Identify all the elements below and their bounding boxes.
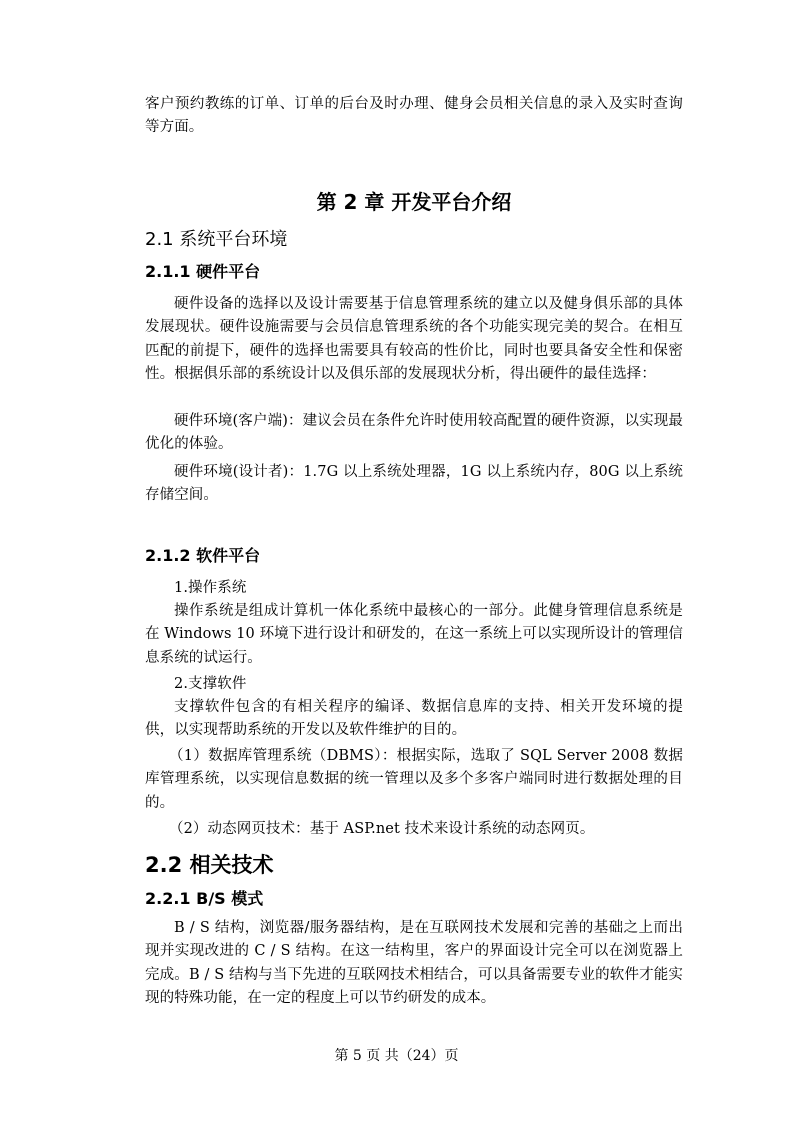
section-2-1-2-heading: 2.1.2 软件平台 — [145, 546, 261, 565]
section-2-2-heading: 2.2 相关技术 — [145, 853, 274, 877]
section-2-2-1-heading: 2.2.1 B/S 模式 — [145, 889, 264, 908]
software-paragraph-4: （2）动态网页技术：基于 ASP.net 技术来设计系统的动态网页。 — [169, 821, 595, 837]
chapter-title: 第 2 章 开发平台介绍 — [316, 190, 512, 214]
hardware-paragraph-1: 硬件设备的选择以及设计需要基于信息管理系统的建立以及健身俱乐部的具体发展现状。硬件设施需要与会员信息管理系统的各个功能实现完美的契合。在相互匹配的前提下，硬件的选择也需要具有较高的性价比，同时也要具备安全性和保密性。根据俱乐部的系统设计以及俱乐部的发展现状分析，得出硬件的最佳选择： — [145, 296, 683, 382]
bs-mode-paragraph: B / S 结构，浏览器/服务器结构，是在互联网技术发展和完善的基础之上而出现并实现改进的 C / S 结构。在这一结构里，客户的界面设计完全可以在浏览器上完成。B / S 结构与当下先进的互联网技术相结合，可以具备需要专业的软件才能实现的特殊功能，在一定的程度上可以节约研发的成本。 — [145, 920, 683, 1006]
section-2-1-heading: 2.1 系统平台环境 — [145, 229, 288, 250]
software-item-2: 2.支撑软件 — [174, 676, 247, 692]
hardware-paragraph-3: 硬件环境(设计者)：1.7G 以上系统处理器，1G 以上系统内存，80G 以上系统存储空间。 — [145, 464, 683, 504]
hardware-paragraph-2: 硬件环境(客户端)：建议会员在条件允许时使用较高配置的硬件资源，以实现最优化的体验。 — [145, 413, 683, 453]
software-paragraph-2: 支撑软件包含的有相关程序的编译、数据信息库的支持、相关开发环境的提供，以实现帮助系统的开发以及软件维护的目的。 — [145, 699, 683, 739]
section-2-1-1-heading: 2.1.1 硬件平台 — [145, 262, 261, 281]
page-footer: 第 5 页 共（24）页 — [334, 1048, 459, 1064]
software-paragraph-3: （1）数据库管理系统（DBMS）：根据实际，选取了 SQL Server 2008 数据库管理系统，以实现信息数据的统一管理以及多个多客户端同时进行数据处理的目的。 — [145, 748, 683, 811]
software-item-1: 1.操作系统 — [174, 580, 247, 596]
software-paragraph-1: 操作系统是组成计算机一体化系统中最核心的一部分。此健身管理信息系统是在 Windows 10 环境下进行设计和研发的，在这一系统上可以实现所设计的管理信息系统的试运行。 — [145, 603, 683, 666]
continuation-paragraph: 客户预约教练的订单、订单的后台及时办理、健身会员相关信息的录入及实时查询等方面。 — [145, 96, 683, 136]
